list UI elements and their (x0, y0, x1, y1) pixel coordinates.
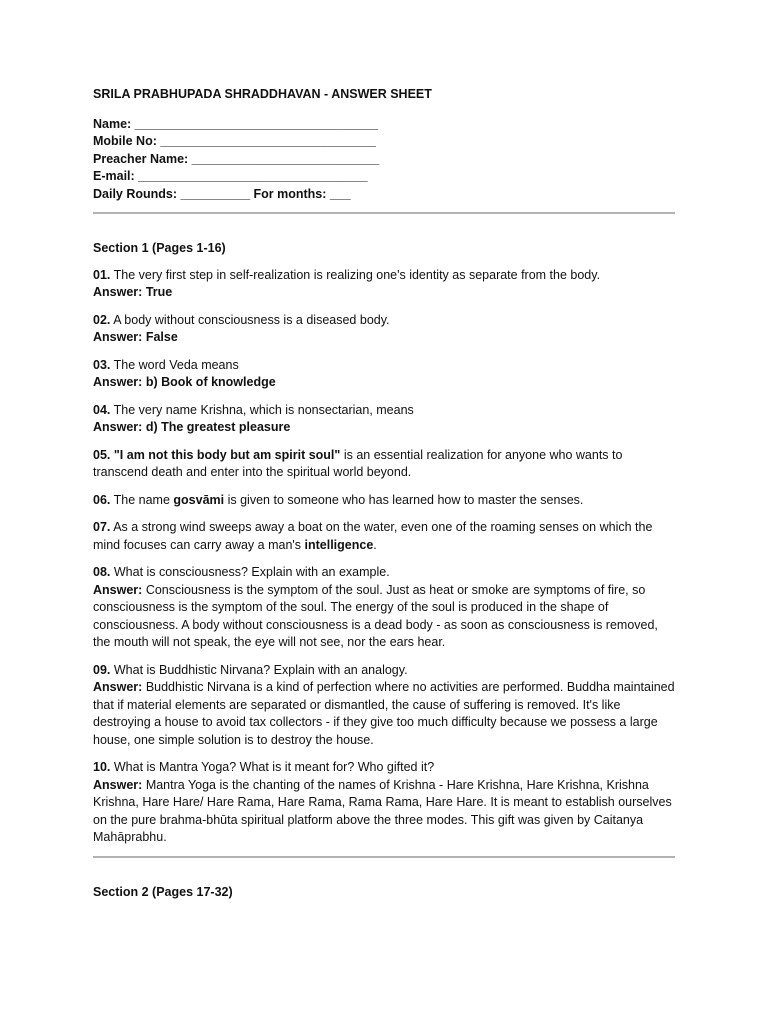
question-body: A body without consciousness is a diseased body. (113, 312, 390, 327)
answer-value: Consciousness is the symptom of the soul. Just as heat or smoke are symptoms of fire, so consciousness is the symptom of the soul. The energy of the soul is produced in the shape of consciousness. A body without consciousness is a dead body - as soon as consciousness is removed, the mouth will not speak, the eye will not see, nor the ears hear. (93, 582, 658, 649)
student-info-fields (93, 116, 675, 204)
document-body (93, 86, 675, 901)
filled-blank: gosvāmi (173, 492, 225, 507)
email-field[interactable]: E-mail: _________________________________ (93, 169, 368, 183)
divider (93, 856, 675, 858)
question-text (93, 759, 675, 777)
question-body: What is consciousness? Explain with an example. (113, 565, 390, 579)
divider (93, 212, 675, 214)
question-text (93, 267, 675, 285)
name-field[interactable]: Name: ___________________________________ (93, 116, 378, 131)
daily-rounds-field[interactable]: Daily Rounds: __________ For months: ___ (93, 186, 351, 201)
filled-blank: intelligence (304, 537, 374, 552)
mobile-field[interactable]: Mobile No: _______________________________ (93, 134, 376, 148)
answer-line (93, 582, 675, 652)
question-number: 10. (93, 760, 111, 774)
question-body-start: The name (113, 492, 170, 507)
filled-blank: "I am not this body but am spirit soul" (113, 447, 341, 462)
question-number: 08. (93, 565, 111, 579)
answer-label: Answer: (93, 582, 143, 597)
question-text (93, 312, 675, 330)
question-05 (93, 447, 675, 482)
section-2-title: Section 2 (Pages 17-32) (93, 884, 233, 899)
question-number: 03. (93, 357, 111, 372)
question-body: What is Buddhistic Nirvana? Explain with an analogy. (113, 662, 408, 677)
question-number: 01. (93, 267, 111, 282)
answer-value: Mantra Yoga is the chanting of the names of Krishna - Hare Krishna, Hare Krishna, Krishna Krishna, Hare Hare/ Hare Rama, Hare Rama, Rama Rama, Hare Hare. It is meant to establish ourselves on the pure brahma-bhūta spiritual platform above the three modes. This gift was given by Caitanya Mahāprabhu. (93, 777, 672, 844)
question-text (93, 492, 675, 510)
question-text (93, 357, 675, 375)
preacher-name-field[interactable]: Preacher Name: ___________________________ (93, 151, 380, 166)
question-06 (93, 492, 675, 510)
question-text (93, 447, 675, 482)
answer-line (93, 329, 675, 347)
answer-label: Answer: (93, 680, 143, 694)
question-number: 09. (93, 662, 111, 677)
question-body-end: is given to someone who has learned how to master the senses. (227, 492, 584, 507)
question-number: 06. (93, 492, 111, 507)
answer-label: Answer: (93, 777, 143, 792)
question-body: The very first step in self-realization is realizing one's identity as separate from the body. (113, 267, 601, 282)
question-number: 07. (93, 520, 111, 534)
answer-line (93, 777, 675, 847)
question-08 (93, 564, 675, 652)
question-02 (93, 312, 675, 347)
answer-label: Answer: (93, 330, 143, 344)
answer-line (93, 679, 675, 749)
answer-value: d) The greatest pleasure (145, 420, 291, 434)
question-number: 04. (93, 402, 111, 417)
question-text (93, 662, 675, 680)
answer-value: True (145, 285, 173, 299)
question-body: The word Veda means (113, 357, 239, 372)
question-09 (93, 662, 675, 750)
answer-value: b) Book of knowledge (145, 375, 276, 389)
answer-label: Answer: (93, 375, 143, 389)
question-text (93, 402, 675, 420)
answer-line (93, 419, 675, 437)
question-number: 05. (93, 447, 111, 462)
question-number: 02. (93, 312, 111, 327)
question-10 (93, 759, 675, 847)
question-01 (93, 267, 675, 302)
question-04 (93, 402, 675, 437)
question-body: The very name Krishna, which is nonsectarian, means (113, 402, 414, 417)
question-body-end: . (373, 537, 377, 552)
section-1-title: Section 1 (Pages 1-16) (93, 241, 226, 255)
question-body: is an essential realization for anyone who wants to transcend death and enter into the spiritual world beyond. (93, 447, 623, 479)
question-03 (93, 357, 675, 392)
answer-line (93, 284, 675, 302)
answer-label: Answer: (93, 285, 143, 299)
question-body-start: As a strong wind sweeps away a boat on the water, even one of the roaming senses on which the mind focuses can carry away a man's (93, 520, 653, 552)
answer-value: False (145, 330, 178, 344)
question-text (93, 519, 675, 554)
question-text (93, 564, 675, 582)
question-07 (93, 519, 675, 554)
question-body: What is Mantra Yoga? What is it meant for? Who gifted it? (113, 760, 435, 774)
answer-value: Buddhistic Nirvana is a kind of perfection where no activities are performed. Buddha maintained that if material elements are separated or dismantled, the cause of suffering is removed. It's like destroying a house to avoid tax collectors - if they give too much difficulty because we possess a large house, one simple solution is to destroy the house. (93, 680, 675, 747)
answer-line (93, 374, 675, 392)
answer-label: Answer: (93, 420, 143, 434)
sheet-title: SRILA PRABHUPADA SHRADDHAVAN - ANSWER SHEET (93, 87, 432, 101)
